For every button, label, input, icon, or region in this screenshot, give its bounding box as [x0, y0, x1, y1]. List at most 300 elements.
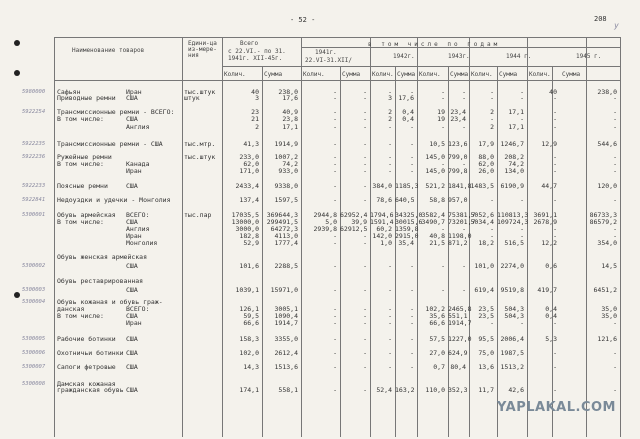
row-name: Сапоги фетровые: [57, 363, 116, 371]
cell-total-s: 40,9: [282, 108, 298, 116]
cell-total-s: 74,2: [282, 160, 298, 168]
cell-y1943-s: 1914,7: [448, 319, 472, 327]
header-sum: Сумма: [450, 71, 469, 78]
cell-y1942-s: 30015,6: [395, 218, 423, 226]
cell-y1942-q: 1,0: [380, 239, 392, 247]
cell-y1942-q: -: [388, 167, 392, 175]
punch-hole: [14, 40, 20, 46]
cell-y1942-s: -: [410, 262, 414, 270]
cell-y1944-q: 2: [490, 108, 494, 116]
row-country: Иран: [126, 232, 142, 240]
cell-y1941-s: -: [363, 312, 367, 320]
cell-total-q: 1039,1: [235, 286, 259, 294]
cell-y1941-s: -: [363, 123, 367, 131]
cell-y1942-s: -: [410, 312, 414, 320]
cell-y1942-s: 640,5: [395, 196, 415, 204]
cell-y1945-q: -: [553, 349, 557, 357]
cell-total-s: 9338,0: [274, 182, 298, 190]
cell-y1941-q: -: [333, 196, 337, 204]
cell-y1943-s: 624,9: [448, 349, 468, 357]
row-unit: тыс.штук: [184, 88, 216, 96]
header-total: Всего: [240, 40, 259, 47]
row-country: США: [126, 335, 138, 343]
cell-y1943-q: 58,8: [429, 196, 445, 204]
cell-y1945-q: 12,9: [541, 140, 557, 148]
corner-mark: у: [614, 21, 619, 30]
cell-y1943-q: 40,8: [429, 232, 445, 240]
cell-y1943-q: 521,2: [425, 182, 445, 190]
cell-y1945-q: -: [553, 225, 557, 233]
cell-y1944-s: -: [520, 319, 524, 327]
cell-y1944-q: 17,9: [478, 140, 494, 148]
cell-total-s: 1914,9: [274, 140, 298, 148]
cell-y1945-s: -: [613, 196, 617, 204]
header-sum: Сумма: [499, 71, 518, 78]
row-name: Трансмиссионные ремни - США: [57, 140, 163, 148]
cell-y1941-q: -: [333, 262, 337, 270]
cell-total-q: 14,3: [243, 363, 259, 371]
cell-y1942-q: 60,2: [376, 225, 392, 233]
table-rule-v: [182, 37, 183, 437]
cell-total-s: 1090,4: [274, 312, 298, 320]
header-total-period: с 22.VI.- по 31.: [228, 48, 286, 55]
cell-y1945-s: -: [613, 167, 617, 175]
cell-y1941-s: -: [363, 386, 367, 394]
cell-y1943-s: 871,2: [448, 239, 468, 247]
cell-total-q: 101,6: [239, 262, 259, 270]
cell-total-q: 158,3: [239, 335, 259, 343]
cell-y1942-q: -: [388, 160, 392, 168]
row-name: Поясные ремни: [57, 182, 108, 190]
cell-y1945-q: 12,2: [541, 239, 557, 247]
cell-y1941-q: -: [333, 88, 337, 96]
row-name: Обувь кожаная и обувь граж-: [57, 298, 163, 306]
cell-y1943-q: 110,0: [425, 386, 445, 394]
row-name: В том числе:: [57, 160, 104, 168]
page-right-number: 208: [594, 15, 607, 23]
cell-y1941-s: 39,9: [351, 218, 367, 226]
cell-y1944-s: 1513,2: [500, 363, 524, 371]
cell-y1945-s: 14,5: [601, 262, 617, 270]
cell-y1942-q: 1591,4: [370, 218, 394, 226]
cell-y1945-q: -: [553, 108, 557, 116]
cell-y1945-s: 35,0: [601, 312, 617, 320]
header-qty: Колич.: [224, 71, 246, 78]
cell-y1944-q: -: [490, 319, 494, 327]
cell-y1944-q: 2: [490, 123, 494, 131]
cell-y1944-s: 516,5: [504, 239, 524, 247]
header-sum: Сумма: [562, 71, 581, 78]
header-1941: 1941г.: [315, 49, 337, 56]
cell-y1941-s: -: [363, 108, 367, 116]
cell-y1945-q: 0,4: [545, 305, 557, 313]
cell-y1944-s: 2006,4: [500, 335, 524, 343]
cell-y1941-q: -: [333, 349, 337, 357]
cell-y1942-s: -: [410, 286, 414, 294]
cell-y1941-q: -: [333, 286, 337, 294]
cell-y1945-s: 120,0: [597, 182, 617, 190]
cell-total-s: 933,0: [278, 167, 298, 175]
cell-y1945-s: -: [613, 232, 617, 240]
cell-y1944-s: 74,2: [508, 160, 524, 168]
cell-y1943-s: -: [462, 286, 466, 294]
cell-y1944-q: 23,5: [478, 305, 494, 313]
cell-y1945-q: 3691,1: [533, 211, 557, 219]
cell-y1943-q: -: [441, 262, 445, 270]
cell-y1941-s: -: [363, 286, 367, 294]
cell-y1944-s: 1246,7: [500, 140, 524, 148]
cell-y1941-s: -: [363, 140, 367, 148]
cell-y1941-s: -: [363, 94, 367, 102]
cell-y1945-q: 0,6: [545, 262, 557, 270]
cell-y1942-q: -: [388, 312, 392, 320]
cell-y1944-s: -: [520, 115, 524, 123]
header-qty: Колич.: [419, 71, 441, 78]
cell-y1942-q: 3: [388, 94, 392, 102]
cell-y1944-s: 9519,8: [500, 286, 524, 294]
cell-y1945-s: -: [613, 94, 617, 102]
row-country: США: [126, 115, 138, 123]
cell-y1942-s: 1185,3: [395, 182, 419, 190]
cell-y1943-s: 1227,0: [448, 335, 472, 343]
cell-y1944-s: 208,2: [504, 153, 524, 161]
cell-y1944-s: -: [520, 88, 524, 96]
cell-y1943-s: 2465,8: [448, 305, 472, 313]
cell-y1944-q: 13,6: [478, 363, 494, 371]
header-qty: Колич.: [303, 71, 325, 78]
cell-y1944-s: 2274,0: [500, 262, 524, 270]
cell-y1945-q: 419,7: [537, 286, 557, 294]
cell-y1942-q: -: [388, 88, 392, 96]
cell-y1943-q: 19: [437, 115, 445, 123]
cell-total-q: 13000,0: [231, 218, 259, 226]
cell-y1943-q: 145,0: [425, 167, 445, 175]
row-country: США: [126, 363, 138, 371]
cell-y1944-q: -: [490, 232, 494, 240]
cell-y1945-s: -: [613, 363, 617, 371]
cell-y1943-s: -: [462, 88, 466, 96]
cell-y1944-q: -: [490, 196, 494, 204]
cell-total-s: 1597,5: [274, 196, 298, 204]
cell-y1943-s: 75381,7: [448, 211, 476, 219]
cell-y1941-q: -: [333, 363, 337, 371]
cell-y1945-q: -: [553, 115, 557, 123]
row-name: Охотничьи ботинки: [57, 349, 124, 357]
cell-y1944-q: 5034,4: [470, 218, 494, 226]
cell-y1945-q: -: [553, 386, 557, 394]
table-rule-h: [54, 37, 620, 38]
cell-y1942-s: -: [410, 167, 414, 175]
cell-y1944-s: 504,3: [504, 305, 524, 313]
cell-y1941-q: -: [333, 153, 337, 161]
cell-y1945-q: -: [553, 232, 557, 240]
cell-y1943-q: 145,0: [425, 153, 445, 161]
cell-total-q: 66,6: [243, 319, 259, 327]
row-country: США: [126, 286, 138, 294]
cell-y1945-q: -: [553, 123, 557, 131]
cell-y1943-s: 352,3: [448, 386, 468, 394]
header-qty: Колич.: [529, 71, 551, 78]
cell-total-s: 64272,3: [270, 225, 298, 233]
cell-y1941-q: -: [333, 182, 337, 190]
cell-total-s: 2288,5: [274, 262, 298, 270]
cell-y1942-s: 163,2: [395, 386, 415, 394]
cell-y1944-q: 88,0: [478, 153, 494, 161]
cell-y1941-s: 62912,5: [340, 225, 368, 233]
cell-y1941-s: -: [363, 88, 367, 96]
table-rule-v: [620, 37, 621, 437]
row-code: 5922841: [22, 197, 46, 203]
row-code: 5300006: [22, 350, 46, 356]
cell-total-q: 171,0: [239, 167, 259, 175]
cell-total-q: 102,0: [239, 349, 259, 357]
cell-y1944-q: 1483,5: [470, 182, 494, 190]
cell-total-q: 126,1: [239, 305, 259, 313]
cell-y1944-q: 62,0: [478, 160, 494, 168]
punch-hole: [14, 70, 20, 76]
cell-y1941-s: -: [363, 239, 367, 247]
row-name: Приводные ремни: [57, 94, 116, 102]
cell-y1943-q: 66,6: [429, 319, 445, 327]
punch-hole: [14, 292, 20, 298]
cell-y1942-q: -: [388, 349, 392, 357]
cell-y1943-s: -: [462, 262, 466, 270]
cell-y1943-q: 0,7: [433, 363, 445, 371]
header-name: Наименование товаров: [72, 47, 145, 54]
cell-y1941-s: -: [363, 305, 367, 313]
cell-y1943-s: 551,1: [448, 312, 468, 320]
cell-y1941-s: -: [363, 115, 367, 123]
cell-y1943-s: 73201,7: [448, 218, 476, 226]
cell-y1944-s: 109724,3: [497, 218, 529, 226]
row-country: США: [126, 182, 138, 190]
row-name: Сафьян: [57, 88, 81, 96]
row-country: Канада: [126, 160, 150, 168]
header-1942: 1942г.: [393, 53, 415, 60]
cell-y1945-s: 354,0: [597, 239, 617, 247]
header-sum: Сумма: [264, 71, 283, 78]
cell-y1943-s: 799,8: [448, 167, 468, 175]
cell-y1941-s: -: [363, 363, 367, 371]
cell-y1944-s: -: [520, 225, 524, 233]
cell-y1941-s: -: [363, 349, 367, 357]
cell-y1941-q: -: [333, 386, 337, 394]
header-1943: 1943г.: [448, 53, 470, 60]
row-unit: штук: [184, 94, 200, 102]
cell-total-s: 1513,6: [274, 363, 298, 371]
cell-y1944-s: 1987,5: [500, 349, 524, 357]
cell-total-q: 233,0: [239, 153, 259, 161]
cell-total-s: 1007,2: [274, 153, 298, 161]
table-rule-v: [54, 37, 55, 437]
row-code: 5300007: [22, 364, 46, 370]
cell-total-q: 17035,5: [231, 211, 259, 219]
cell-y1941-q: -: [333, 140, 337, 148]
cell-total-q: 2433,4: [235, 182, 259, 190]
cell-y1943-s: 23,4: [450, 108, 466, 116]
cell-y1941-s: -: [363, 160, 367, 168]
row-name: Трансмиссионные ремни - ВСЕГО:: [57, 108, 175, 116]
cell-y1945-s: -: [613, 115, 617, 123]
cell-total-s: 4113,0: [274, 232, 298, 240]
row-code: 5922235: [22, 141, 46, 147]
header-unit: Едини-ца из-мере-ния: [188, 40, 217, 59]
cell-y1943-s: 80,4: [450, 363, 466, 371]
cell-y1944-s: -: [520, 196, 524, 204]
cell-y1942-q: -: [388, 305, 392, 313]
cell-y1943-s: 123,6: [448, 140, 468, 148]
cell-y1942-s: 35,4: [398, 239, 414, 247]
cell-y1941-s: -: [363, 335, 367, 343]
cell-y1942-q: 384,0: [372, 182, 392, 190]
cell-y1945-s: 86733,3: [589, 211, 617, 219]
cell-y1945-s: 6451,2: [593, 286, 617, 294]
cell-y1942-s: 34325,0: [395, 211, 423, 219]
row-name: Дамская кожаная: [57, 380, 116, 388]
cell-y1945-s: -: [613, 160, 617, 168]
cell-y1944-s: -: [520, 232, 524, 240]
cell-y1943-q: 27,0: [429, 349, 445, 357]
header-qty: Колич.: [372, 71, 394, 78]
cell-y1943-s: -: [462, 123, 466, 131]
row-name: В том числе:: [57, 115, 104, 123]
cell-y1944-q: -: [490, 94, 494, 102]
cell-y1943-q: 35,6: [429, 312, 445, 320]
cell-y1941-s: 62952,4: [340, 211, 368, 219]
cell-y1943-q: 19: [437, 108, 445, 116]
cell-y1945-s: -: [613, 108, 617, 116]
table-rule-h: [222, 66, 620, 67]
cell-y1941-q: 2939,8: [313, 225, 337, 233]
cell-y1941-q: 5,0: [325, 218, 337, 226]
cell-y1942-s: -: [410, 335, 414, 343]
row-name: данская: [57, 305, 85, 313]
cell-y1945-q: 5,3: [545, 335, 557, 343]
cell-y1945-s: -: [613, 123, 617, 131]
cell-y1944-s: 17,1: [508, 108, 524, 116]
cell-y1942-s: 0,4: [402, 115, 414, 123]
cell-y1941-s: -: [363, 153, 367, 161]
row-name: гражданская обувь: [57, 386, 124, 394]
cell-y1942-q: -: [388, 153, 392, 161]
cell-y1944-q: 619,4: [474, 286, 494, 294]
row-country: Иран: [126, 88, 142, 96]
cell-y1943-q: 102,2: [425, 305, 445, 313]
row-code: 5300005: [22, 336, 46, 342]
header-qty: Колич.: [471, 71, 493, 78]
cell-y1942-q: -: [388, 286, 392, 294]
cell-y1941-q: -: [333, 305, 337, 313]
row-code: 5300001: [22, 212, 46, 218]
cell-total-s: 17,1: [282, 123, 298, 131]
cell-y1945-q: 2678,9: [533, 218, 557, 226]
cell-y1945-q: 40: [549, 88, 557, 96]
cell-y1943-s: 1198,0: [448, 232, 472, 240]
row-unit: тыс.мтр.: [184, 140, 216, 148]
cell-y1941-q: -: [333, 312, 337, 320]
cell-y1943-q: 10,5: [429, 140, 445, 148]
cell-total-s: 15971,0: [270, 286, 298, 294]
cell-y1945-s: 121,6: [597, 335, 617, 343]
row-name: Обувь армейская: [57, 211, 116, 219]
cell-y1942-q: -: [388, 140, 392, 148]
row-code: 5300004: [22, 299, 46, 305]
cell-y1942-q: -: [388, 123, 392, 131]
cell-y1945-q: -: [553, 363, 557, 371]
row-country: ВСЕГО:: [126, 211, 150, 219]
cell-y1943-q: -: [441, 286, 445, 294]
row-country: ВСЕГО:: [126, 305, 150, 313]
cell-total-s: 1914,7: [274, 319, 298, 327]
cell-y1945-q: -: [553, 196, 557, 204]
cell-y1941-q: -: [333, 94, 337, 102]
cell-y1945-q: 0,4: [545, 312, 557, 320]
cell-y1942-q: 2: [388, 115, 392, 123]
cell-y1944-q: 75,0: [478, 349, 494, 357]
row-country: Монголия: [126, 239, 158, 247]
cell-y1942-q: -: [388, 363, 392, 371]
cell-y1941-q: -: [333, 239, 337, 247]
cell-y1942-q: -: [388, 335, 392, 343]
cell-y1942-q: 1794,6: [370, 211, 394, 219]
cell-y1945-q: -: [553, 319, 557, 327]
cell-total-s: 558,1: [278, 386, 298, 394]
row-country: Англия: [126, 123, 150, 131]
cell-y1945-q: -: [553, 94, 557, 102]
cell-y1941-q: -: [333, 319, 337, 327]
cell-y1943-q: 57,5: [429, 335, 445, 343]
cell-total-s: 3355,0: [274, 335, 298, 343]
cell-total-q: 40: [251, 88, 259, 96]
cell-total-s: 369644,3: [266, 211, 298, 219]
cell-y1945-q: -: [553, 160, 557, 168]
cell-y1944-q: 101,0: [474, 262, 494, 270]
cell-y1945-s: 238,0: [597, 88, 617, 96]
row-name: Обувь реставрированная: [57, 277, 144, 285]
cell-y1941-s: -: [363, 319, 367, 327]
row-unit: тыс.штук: [184, 153, 216, 161]
cell-total-q: 137,4: [239, 196, 259, 204]
cell-y1943-q: -: [441, 160, 445, 168]
cell-y1943-s: 1841,8: [448, 182, 472, 190]
row-code: 5300002: [22, 263, 46, 269]
row-name: Обувь женская армейская: [57, 253, 148, 261]
cell-y1944-s: 110813,3: [497, 211, 529, 219]
row-country: США: [126, 218, 138, 226]
page-center-number: - 52 -: [290, 16, 316, 24]
cell-y1941-s: -: [363, 167, 367, 175]
cell-y1944-s: 17,1: [508, 123, 524, 131]
cell-y1943-s: -: [462, 225, 466, 233]
cell-y1944-q: 26,0: [478, 167, 494, 175]
cell-y1941-q: -: [333, 335, 337, 343]
row-country: США: [126, 262, 138, 270]
cell-y1942-s: -: [410, 319, 414, 327]
cell-y1941-q: -: [333, 108, 337, 116]
table-rule-h: [54, 80, 620, 81]
cell-y1942-s: -: [410, 123, 414, 131]
row-country: США: [126, 312, 138, 320]
cell-total-q: 182,8: [239, 232, 259, 240]
header-sum: Сумма: [397, 71, 416, 78]
header-by-years: в том числе по годам: [368, 41, 501, 48]
watermark: YAPLAKAL.COM: [497, 400, 616, 415]
cell-y1944-q: -: [490, 88, 494, 96]
cell-y1942-s: -: [410, 160, 414, 168]
cell-y1942-s: 17,6: [398, 94, 414, 102]
cell-y1945-q: -: [553, 153, 557, 161]
cell-y1945-s: -: [613, 386, 617, 394]
